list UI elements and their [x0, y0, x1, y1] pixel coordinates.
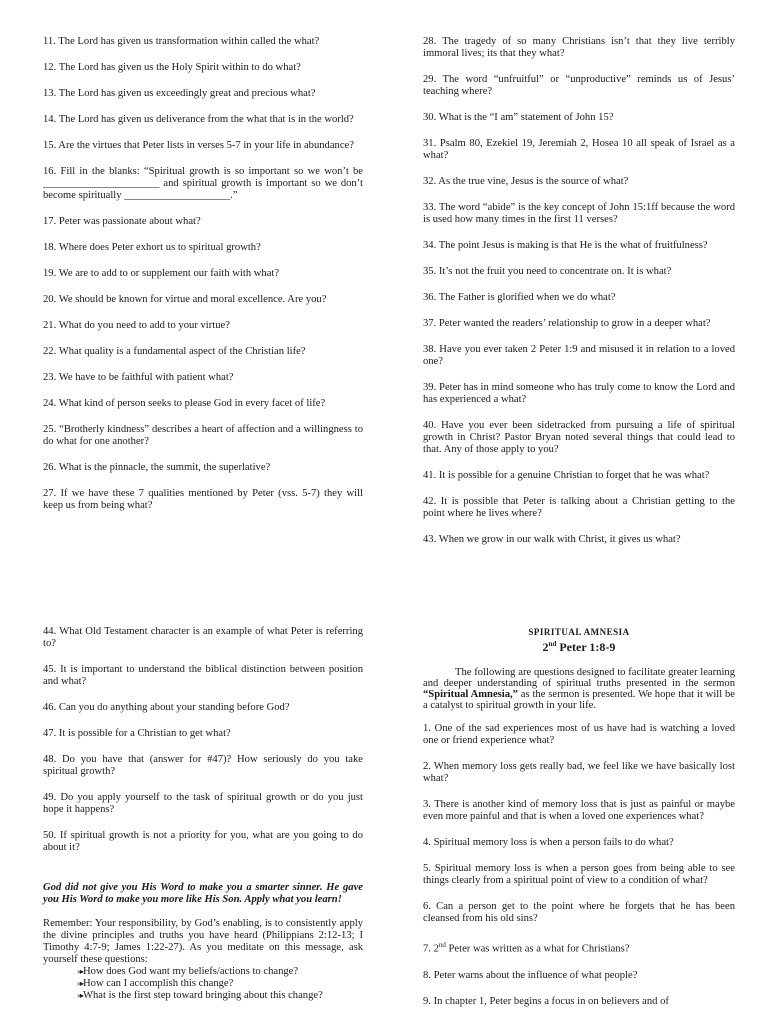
question-9: 9. In chapter 1, Peter begins a focus in on believers and of [423, 995, 669, 1007]
question-28: 28. The tragedy of so many Christians isn’t that they live terribly immoral lives; its that they what? [423, 36, 735, 59]
question-2: 2. When memory loss gets really bad, we feel like we have basically lost what? [423, 761, 735, 784]
question-17: 17. Peter was passionate about what? [43, 216, 201, 227]
question-47: 47. It is possible for a Christian to get what? [43, 728, 231, 739]
column-top-right [423, 36, 735, 560]
question-19: 19. We are to add to or supplement our faith with what? [43, 268, 280, 279]
question-20: 20. We should be known for virtue and moral excellence. Are you? [43, 294, 327, 305]
question-3: 3. There is another kind of memory loss that is just as painful or maybe even more painful and that is when a loved one experiences what? [423, 799, 735, 822]
question-38: 38. Have you ever taken 2 Peter 1:9 and misused it in relation to a loved one? [423, 344, 735, 367]
question-12: 12. The Lord has given us the Holy Spirit within to do what? [43, 62, 301, 73]
question-44: 44. What Old Testament character is an example of what Peter is referring to? [43, 626, 363, 649]
question-27: 27. If we have these 7 qualities mentioned by Peter (vss. 5-7) they will keep us from being what? [43, 488, 363, 511]
question-46: 46. Can you do anything about your standing before God? [43, 702, 290, 713]
reflection-question: »▸ What is the first step toward bringing about this change? [77, 990, 363, 1002]
question-23: 23. We have to be faithful with patient what? [43, 372, 234, 383]
column-top-left [43, 36, 363, 526]
intro-paragraph: The following are questions designed to facilitate greater learning and deeper understanding of spiritual truths presented in the sermon “Spiritual Amnesia,” as the sermon is presented. We hope that it will be a catalyst to spiritual growth in your life. [423, 667, 735, 711]
question-7: 7. 2nd Peter was written as a what for Christians? [423, 941, 630, 955]
question-14: 14. The Lord has given us deliverance from the what that is in the world? [43, 114, 354, 125]
question-15: 15. Are the virtues that Peter lists in verses 5-7 in your life in abundance? [43, 140, 354, 151]
question-39: 39. Peter has in mind someone who has truly come to know the Lord and has experienced a what? [423, 382, 735, 405]
question-8: 8. Peter warns about the influence of what people? [423, 969, 638, 981]
question-4: 4. Spiritual memory loss is when a person fails to do what? [423, 837, 674, 848]
question-48: 48. Do you have that (answer for #47)? How seriously do you take spiritual growth? [43, 754, 363, 777]
question-6: 6. Can a person get to the point where he forgets that he has been cleansed from his old sins? [423, 901, 735, 924]
question-37: 37. Peter wanted the readers’ relationship to grow in a deeper what? [423, 318, 711, 329]
question-49: 49. Do you apply yourself to the task of spiritual growth or do you just hope it happens? [43, 792, 363, 815]
question-18: 18. Where does Peter exhort us to spiritual growth? [43, 242, 261, 253]
question-42: 42. It is possible that Peter is talking about a Christian getting to the point where he lives where? [423, 496, 735, 519]
question-16: 16. Fill in the blanks: “Spiritual growth is so important so we won’t be ______________________ and spiritual growth is important so we don’t become spiritually ____________________.” [43, 166, 363, 201]
question-32: 32. As the true vine, Jesus is the source of what? [423, 176, 629, 187]
question-45: 45. It is important to understand the biblical distinction between position and what? [43, 664, 363, 687]
question-13: 13. The Lord has given us exceedingly great and precious what? [43, 88, 316, 99]
question-33: 33. The word “abide” is the key concept of John 15:1ff because the word is used how many times in the first 11 verses? [423, 202, 735, 225]
section-title: SPIRITUAL AMNESIA [528, 627, 630, 637]
question-35: 35. It’s not the fruit you need to concentrate on. It is what? [423, 266, 672, 277]
remember-paragraph: Remember: Your responsibility, by God’s enabling, is to consistently apply the divine principles and truths you have heard (Philippians 2:12-13; I Timothy 4:7-9; James 1:22-27). As you meditate on this message, ask yourself these questions: [43, 918, 363, 965]
closing-statement: God did not give you His Word to make you a smarter sinner. He gave you His Word to make you more like His Son. Apply what you learn! [43, 882, 363, 905]
question-1: 1. One of the sad experiences most of us have had is watching a loved one or friend experience what? [423, 723, 735, 746]
question-40: 40. Have you ever been sidetracked from pursuing a life of spiritual growth in Christ? Pastor Bryan noted several things that could lead to that. Any of those apply to you? [423, 420, 735, 455]
reflection-question: »▸ How does God want my beliefs/actions to change? [77, 966, 363, 978]
question-22: 22. What quality is a fundamental aspect of the Christian life? [43, 346, 306, 357]
question-5: 5. Spiritual memory loss is when a person goes from being able to see things clearly from a spiritual point of view to a condition of what? [423, 863, 735, 886]
question-41: 41. It is possible for a genuine Christian to forget that he was what? [423, 470, 710, 481]
question-25: 25. “Brotherly kindness” describes a heart of affection and a willingness to do what for one another? [43, 424, 363, 447]
section-subtitle: 2nd Peter 1:8-9 [542, 640, 616, 654]
question-30: 30. What is the “I am” statement of John 15? [423, 112, 614, 123]
question-26: 26. What is the pinnacle, the summit, the superlative? [43, 462, 271, 473]
reflection-questions [43, 966, 363, 1002]
question-21: 21. What do you need to add to your virtue? [43, 320, 230, 331]
question-29: 29. The word “unfruitful” or “unproductive” reminds us of Jesus’ teaching where? [423, 74, 735, 97]
question-36: 36. The Father is glorified when we do what? [423, 292, 616, 303]
column-bottom-left [43, 626, 363, 1002]
question-43: 43. When we grow in our walk with Christ, it gives us what? [423, 534, 681, 545]
reflection-question: »▸ How can I accomplish this change? [77, 978, 363, 990]
question-31: 31. Psalm 80, Ezekiel 19, Jeremiah 2, Hosea 10 all speak of Israel as a what? [423, 138, 735, 161]
question-50: 50. If spiritual growth is not a priority for you, what are you going to do about it? [43, 830, 363, 853]
question-11: 11. The Lord has given us transformation within called the what? [43, 36, 320, 47]
question-24: 24. What kind of person seeks to please God in every facet of life? [43, 398, 326, 409]
column-bottom-right [423, 626, 735, 1022]
question-34: 34. The point Jesus is making is that He is the what of fruitfulness? [423, 240, 708, 251]
